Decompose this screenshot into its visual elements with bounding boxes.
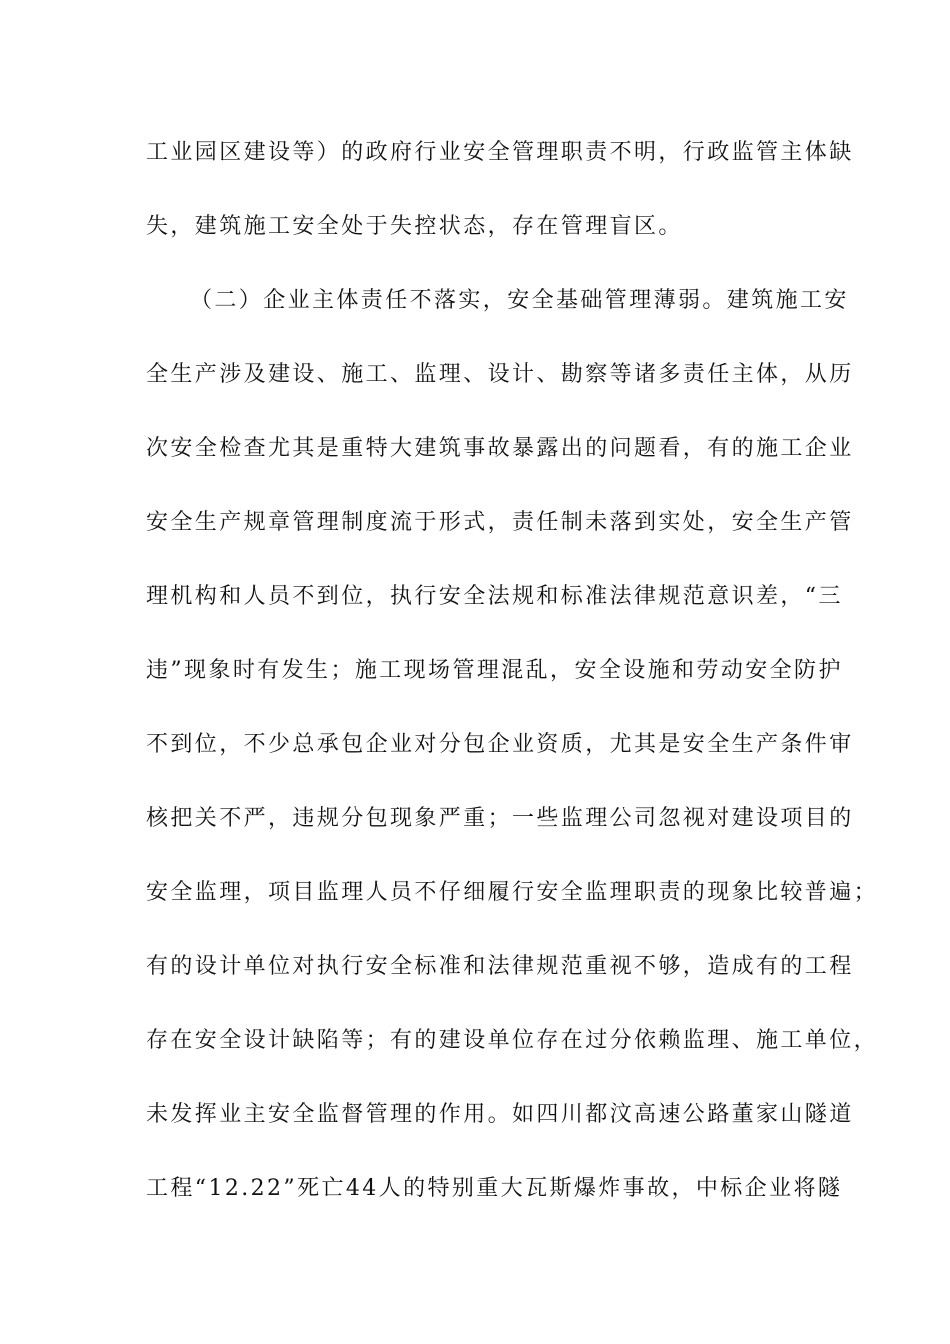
text-line: 理机构和人员不到位，执行安全法规和标准法律规范意识差，“三 (146, 584, 843, 609)
text-line: 工程“12.22”死亡44人的特别重大瓦斯爆炸事故，中标企业将隧 (146, 1176, 843, 1201)
body-text (146, 131, 879, 1241)
text-line: 核把关不严，违规分包现象严重；一些监理公司忽视对建设项目的 (146, 806, 854, 831)
text-line: 全生产涉及建设、施工、监理、设计、勘察等诸多责任主体，从历 (146, 362, 854, 387)
text-line: 次安全检查尤其是重特大建筑事故暴露出的问题看，有的施工企业 (146, 436, 854, 461)
text-line: 存在安全设计缺陷等；有的建设单位存在过分依赖监理、施工单位， (146, 1028, 879, 1053)
text-line: 不到位，不少总承包企业对分包企业资质，尤其是安全生产条件审 (146, 732, 854, 757)
section-heading-line: （二）企业主体责任不落实，安全基础管理薄弱。建筑施工安 (190, 288, 849, 313)
text-line: 未发挥业主安全监督管理的作用。如四川都汶高速公路董家山隧道 (146, 1102, 854, 1127)
text-line: 有的设计单位对执行安全标准和法律规范重视不够，造成有的工程 (146, 954, 854, 979)
text-line: 违”现象时有发生；施工现场管理混乱，安全设施和劳动安全防护 (146, 658, 843, 683)
text-line: 失，建筑施工安全处于失控状态，存在管理盲区。 (146, 214, 683, 239)
text-line: 安全生产规章管理制度流于形式，责任制未落到实处，安全生产管 (146, 510, 854, 535)
text-line: 工业园区建设等）的政府行业安全管理职责不明，行政监管主体缺 (146, 140, 854, 165)
text-line: 安全监理，项目监理人员不仔细履行安全监理职责的现象比较普遍； (146, 880, 879, 905)
